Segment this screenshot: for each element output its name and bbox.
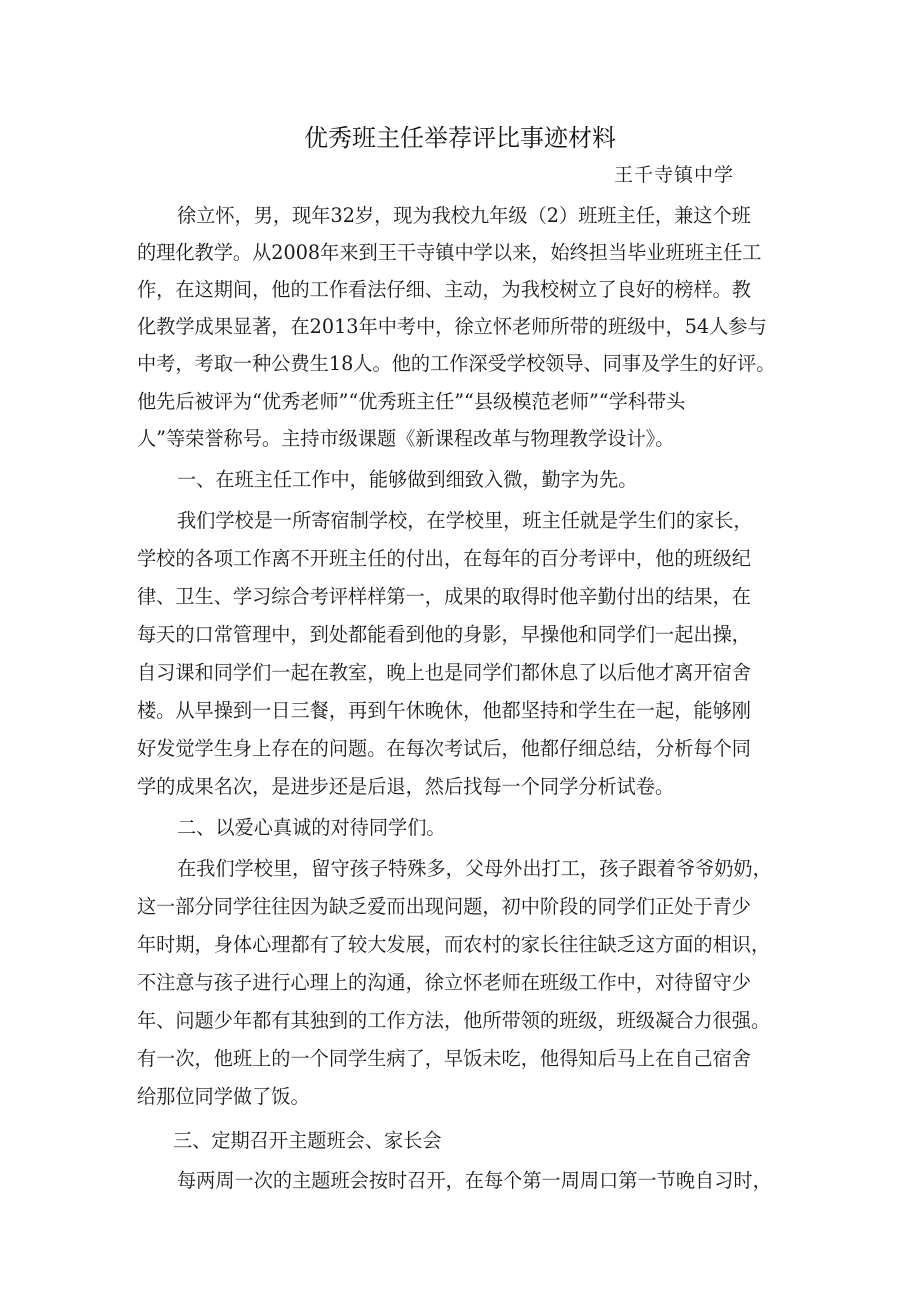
paragraph-line: 好发觉学生身上存在的问题。在每次考试后，他都仔细总结，分析每个同 xyxy=(137,737,751,760)
author-school: 王千寺镇中学 xyxy=(614,164,735,186)
paragraph-line: 有一次，他班上的一个同学生病了，早饭未吃，他得知后马上在自己宿舍 xyxy=(137,1047,751,1070)
paragraph-line: 这一部分同学往往因为缺乏爱而出现问题，初中阶段的同学们正处于青少 xyxy=(137,895,751,918)
paragraph-line: 楼。从早操到一日三餐，再到午休晚休，他都坚持和学生在一起，能够刚 xyxy=(137,699,751,722)
paragraph-line: 每天的口常管理中，到处都能看到他的身影，早操他和同学们一起出操， xyxy=(137,623,751,646)
paragraph-line: 化教学成果显著，在2013年中考中，徐立怀老师所带的班级中，54人参与 xyxy=(137,315,767,338)
section-heading-3: 三、定期召开主题班会、家长会 xyxy=(173,1129,442,1152)
paragraph-line: 中考，考取一种公费生18人。他的工作深受学校领导、同事及学生的好评。 xyxy=(137,352,776,375)
section-heading-1: 一、在班主任工作中，能够做到细致入微，勤字为先。 xyxy=(177,468,638,491)
paragraph-line: 年、问题少年都有其独到的工作方法，他所带领的班级，班级凝合力很强。 xyxy=(137,1009,771,1032)
paragraph-line: 给那位同学做了饭。 xyxy=(137,1085,310,1108)
paragraph-line: 的理化教学。从2008年来到王干寺镇中学以来，始终担当毕业班班主任工 xyxy=(137,241,762,264)
paragraph-line: 年时期，身体心理都有了较大发展，而农村的家长往往缺乏这方面的相识， xyxy=(137,933,771,956)
paragraph-line: 人”等荣誉称号。主持市级课题《新课程改革与物理教学设计》。 xyxy=(137,427,675,450)
paragraph-line: 律、卫生、学习综合考评样样第一，成果的取得时他辛勤付出的结果，在 xyxy=(137,585,751,608)
paragraph-line: 每两周一次的主题班会按时召开，在每个第一周周口第一节晚自习时， xyxy=(177,1169,772,1192)
paragraph-line: 在我们学校里，留守孩子特殊多，父母外出打工，孩子跟着爷爷奶奶， xyxy=(177,857,772,880)
paragraph-line: 自习课和同学们一起在教室，晚上也是同学们都休息了以后他才离开宿舍 xyxy=(137,661,751,684)
paragraph-line: 作，在这期间，他的工作看法仔细、主动，为我校树立了良好的榜样。教 xyxy=(137,278,751,301)
paragraph-line: 不注意与孩子进行心理上的沟通，徐立怀老师在班级工作中，对待留守少 xyxy=(137,971,751,994)
paragraph-line: 徐立怀，男，现年32岁，现为我校九年级（2）班班主任，兼这个班 xyxy=(177,204,751,227)
paragraph-line: 他先后被评为“优秀老师”“优秀班主任”“县级模范老师”“学科带头 xyxy=(137,390,686,413)
section-heading-2: 二、以爱心真诚的对待同学们。 xyxy=(177,816,446,839)
paragraph-line: 学校的各项工作离不开班主任的付出，在每年的百分考评中，他的班级纪 xyxy=(137,547,751,570)
document-title: 优秀班主任举荐评比事迹材料 xyxy=(304,124,616,152)
paragraph-line: 我们学校是一所寄宿制学校，在学校里，班主任就是学生们的家长， xyxy=(177,509,753,532)
paragraph-line: 学的成果名次，是进步还是后退，然后找每一个同学分析试卷。 xyxy=(137,775,675,798)
